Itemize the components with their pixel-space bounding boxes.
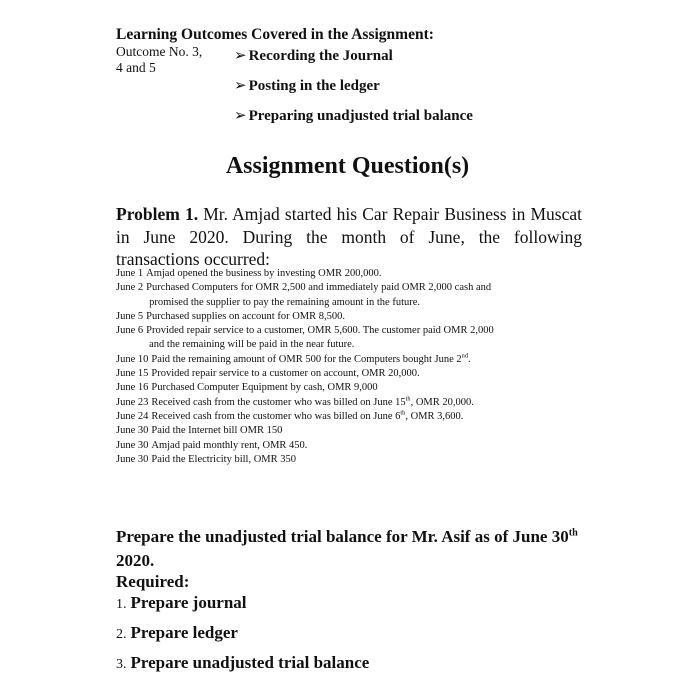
transaction-text: Purchased Computers for OMR 2,500 and immediately paid OMR 2,000 cash and promised the supplier to pay the remaining amount in the future. xyxy=(146,282,492,308)
transaction-text: Amjad paid monthly rent, OMR 450. xyxy=(151,439,308,451)
transaction-text: Purchased supplies on account for OMR 8,500. xyxy=(146,310,346,322)
transaction-date: June 30 xyxy=(116,453,149,465)
transaction-date: June 30 xyxy=(116,439,149,451)
prepare-instruction: Prepare the unadjusted trial balance for Mr. Asif as of June 30th 2020. xyxy=(116,527,578,570)
transaction-date: June 15 xyxy=(116,368,149,380)
transaction-item xyxy=(116,439,586,453)
outcome-numbers xyxy=(116,44,202,76)
learning-outcomes-heading: Learning Outcomes Covered in the Assignment: xyxy=(116,26,434,43)
transaction-date: June 23 xyxy=(116,396,149,408)
outcome-item: ➢ Recording the Journal xyxy=(234,48,393,64)
required-item: 3. Prepare unadjusted trial balance xyxy=(116,653,370,672)
required-item: 2. Prepare ledger xyxy=(116,623,238,642)
arrow-icon: ➢ xyxy=(234,78,247,94)
arrow-icon: ➢ xyxy=(234,108,247,124)
transaction-item xyxy=(116,281,586,310)
outcome-item: ➢ Posting in the ledger xyxy=(234,78,380,94)
problem-statement xyxy=(116,203,582,271)
transaction-text: Paid the Internet bill OMR 150 xyxy=(151,425,283,437)
transaction-item xyxy=(116,410,586,424)
transaction-item xyxy=(116,353,586,367)
transaction-item xyxy=(116,396,586,410)
transaction-date: June 30 xyxy=(116,425,149,437)
transaction-text: Amjad opened the business by investing OMR 200,000. xyxy=(146,268,382,279)
transaction-text: Paid the remaining amount of OMR 500 for the Computers bought June 2nd. xyxy=(151,352,471,365)
transaction-date: June 24 xyxy=(116,410,149,422)
required-heading: Required: xyxy=(116,572,190,591)
transaction-item xyxy=(116,424,586,438)
transaction-item xyxy=(116,324,586,353)
arrow-icon: ➢ xyxy=(234,48,247,64)
transaction-item xyxy=(116,367,586,381)
transaction-text: Provided repair service to a customer on account, OMR 20,000. xyxy=(151,368,420,380)
assignment-title: Assignment Question(s) xyxy=(225,153,470,179)
outcome-line-2: 4 and 5 xyxy=(116,60,156,75)
transaction-text: Purchased Computer Equipment by cash, OMR 9,000 xyxy=(151,382,378,394)
problem-text: Mr. Amjad started his Car Repair Business in Muscat in June 2020. During the month of June, the following transactions occurred: xyxy=(116,204,582,269)
transaction-text: Received cash from the customer who was billed on June 6th, OMR 3,600. xyxy=(151,409,464,422)
transaction-item xyxy=(116,310,586,324)
transaction-item xyxy=(116,381,586,395)
transaction-date: June 1 xyxy=(116,268,144,279)
problem-label: Problem 1. xyxy=(116,204,199,224)
transaction-date: June 2 xyxy=(116,282,144,294)
transaction-date: June 10 xyxy=(116,353,149,365)
transaction-date: June 6 xyxy=(116,325,144,337)
transaction-item xyxy=(116,453,586,467)
transaction-date: June 16 xyxy=(116,382,149,394)
outcome-item: ➢ Preparing unadjusted trial balance xyxy=(234,108,473,124)
transaction-item xyxy=(116,267,586,281)
required-item: 1. Prepare journal xyxy=(116,593,247,612)
outcome-line-1: Outcome No. 3, xyxy=(116,44,203,59)
transaction-text: Provided repair service to a customer, OMR 5,600. The customer paid OMR 2,000 and the remaining will be paid in the near future. xyxy=(146,325,494,351)
transaction-text: Paid the Electricity bill, OMR 350 xyxy=(151,453,297,465)
transaction-text: Received cash from the customer who was billed on June 15th, OMR 20,000. xyxy=(151,395,474,408)
transaction-date: June 5 xyxy=(116,310,144,322)
transaction-list xyxy=(116,267,586,467)
